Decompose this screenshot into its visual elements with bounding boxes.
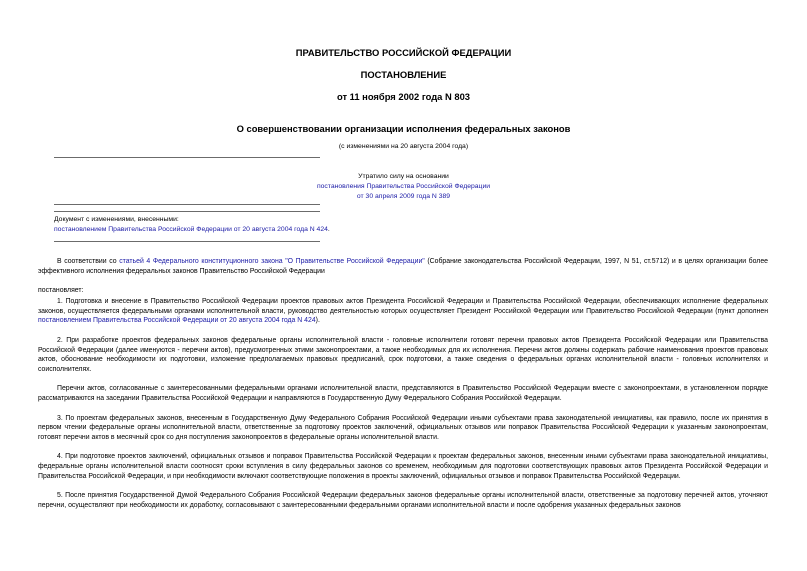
invalidation-block bbox=[0, 172, 807, 202]
decree-word: постановляет: bbox=[38, 287, 84, 295]
amendments-suffix: . bbox=[327, 225, 330, 233]
item-2-continuation-paragraph: Перечни актов, согласованные с заинтересованными федеральными органами исполнительной власти, представляются в Правительство Российской Федерации вместе с законопроектами, в установленном порядке рассматриваются на заседании Правительства Российской Федерации и направляются в Государственную Думу Федерального Собрания Российской Федерации. bbox=[38, 385, 768, 403]
item-4-paragraph: 4. При подготовке проектов заключений, официальных отзывов и поправок Правительства Российской Федерации к проектам федеральных законов, внесенным иными субъектами права законодательной инициативы, федеральные органы исполнительной власти соотносят сроки вступления в силу федеральных законов со временем, необходимым для подготовки соответствующих правовых актов Президента Российской Федерации и Правительства Российской Федерации, и при необходимости включают соответствующие положения в проекты заключений, официальных отзывов и поправок Правительства Российской Федерации. bbox=[38, 453, 768, 481]
divider-line bbox=[54, 241, 320, 242]
item-2-paragraph: 2. При разработке проектов федеральных законов федеральные органы исполнительной власти - головные исполнители готовят перечни правовых актов Президента Российской Федерации или Правительства Российской Федерации (далее именуются - перечни актов), предусмотренных этими законопроектами, а также необходимых для их исполнения. Перечни актов должны содержать рабочие наименования проектов правовых актов, обоснование необходимости их подготовки, изложение предполагаемых правовых предписаний, срок подготовки, а также сведения о федеральных органах исполнительной власти - головных исполнителях и соисполнителях. bbox=[38, 336, 768, 374]
doc-type-heading: ПОСТАНОВЛЕНИЕ bbox=[360, 69, 447, 80]
preamble-paragraph: В соответствии со статьей 4 Федерального конституционного закона "О Правительстве Российской Федерации" (Собрание законодательства Российской Федерации, 1997, N 51, ст.5712) и в целях организации более эффективного исполнения федеральных законов Правительство Российской Федерации bbox=[38, 258, 768, 275]
date-number-heading: от 11 ноября 2002 года N 803 bbox=[336, 91, 471, 102]
government-heading: ПРАВИТЕЛЬСТВО РОССИЙСКОЙ ФЕДЕРАЦИИ bbox=[295, 47, 512, 58]
divider-line bbox=[54, 211, 320, 212]
amendments-link[interactable]: постановлением Правительства Российской Федерации от 20 августа 2004 года N 424 bbox=[54, 225, 328, 233]
document-body bbox=[38, 257, 768, 511]
item-5-paragraph: 5. После принятия Государственной Думой Федерального Собрания Российской Федерации федеральных законов федеральные органы исполнительной власти, ответственные за подготовку перечней актов, уточняют перечни, осуществляют при необходимости их доработку, согласовывают с заинтересованными федеральными органами исполнительной власти и после одобрения указанных федеральных законов bbox=[38, 492, 768, 510]
document-title: О совершенствовании организации исполнения федеральных законов bbox=[236, 123, 571, 134]
amendments-label: Документ с изменениями, внесенными: bbox=[54, 216, 179, 223]
invalidation-text: Утратило силу на основании bbox=[358, 173, 449, 180]
divider-line bbox=[54, 204, 320, 205]
law-article-link[interactable]: статьей 4 Федерального конституционного закона "О Правительстве Российской Федерации" bbox=[119, 258, 425, 265]
item-1-paragraph: 1. Подготовка и внесение в Правительство Российской Федерации проектов правовых актов Президента Российской Федерации и Правительства Российской Федерации, обеспечивающих исполнение федеральных законов, осуществляется федеральными органами исполнительной власти, руководство деятельностью которых осуществляет Президент Российской Федерации или Правительство Российской Федерации (пункт дополнен постановлением Правительства Российской Федерации от 20 августа 2004 года N 424). bbox=[38, 297, 768, 325]
amendments-block bbox=[54, 215, 330, 234]
invalidation-link-decree[interactable]: постановления Правительства Российской Федерации bbox=[316, 183, 491, 190]
invalidation-link-date[interactable]: от 30 апреля 2009 года N 389 bbox=[356, 193, 451, 200]
divider-line bbox=[54, 157, 320, 158]
item-3-paragraph: 3. По проектам федеральных законов, внесенным в Государственную Думу Федерального Собрания Российской Федерации иными субъектами права законодательной инициативы, как правило, после их принятия в первом чтении федеральные органы исполнительной власти, ответственные за подготовку проектов заключений, официальных отзывов или поправок Правительства Российской Федерации к указанным законопроектам, готовят перечни актов в месячный срок со дня поступления законопроектов в федеральные органы исполнительной власти. bbox=[38, 414, 768, 442]
changes-note: (с изменениями на 20 августа 2004 года) bbox=[338, 143, 469, 150]
amendment-2004-link[interactable]: постановлением Правительства Российской Федерации от 20 августа 2004 года N 424 bbox=[38, 317, 316, 325]
